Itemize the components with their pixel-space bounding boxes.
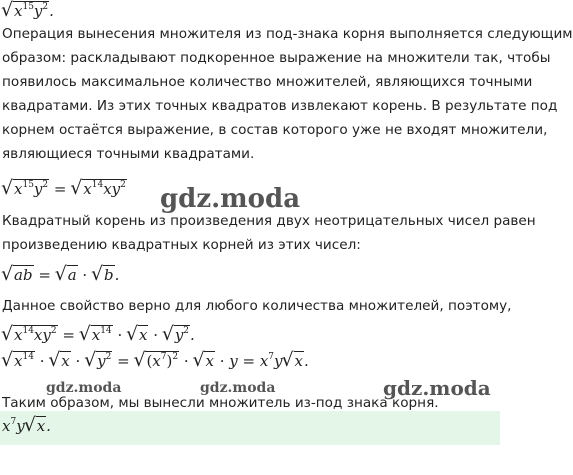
text-line: образом: раскладывают подкоренное выражение на множители так, чтобы [2,50,551,66]
equation-2: √ ab = √ a · √ b. [2,266,119,284]
intro-expression: √ $x^{15}y^2$. [2,2,54,20]
text-line: Операция вынесения множителя из под-знака корня выполняется следующим [2,26,573,42]
sqrt-symbol: √ $x^{15}y^2$ [2,2,49,20]
watermark: gdz.moda [46,380,122,396]
paragraph-therefore [2,294,512,318]
text-line: корнем остаётся выражение, в состав которого уже не входят множители, [2,122,548,138]
text-line: появилось максимальное количество множителей, являющихся точными [2,74,533,90]
paragraph-explanation [2,22,573,166]
watermark: gdz.moda [383,376,491,400]
answer-expression: $x^7y√$ x. [2,417,51,435]
equation-4: √ $x^{14}$ · √ x · √ $y^2$ = √ $(x^7)^2$ · √ $x \cdot y = x^7y√$ x. [2,352,309,370]
answer-box [0,411,500,445]
text-line: произведению квадратных корней из этих чисел: [2,237,361,253]
text-line: квадратами. Из этих точных квадратов извлекают корень. В результате под [2,98,558,114]
text-line: Квадратный корень из произведения двух неотрицательных чисел равен [2,213,536,229]
text-line: Данное свойство верно для любого количества множителей, поэтому, [2,298,512,314]
paragraph-property [2,209,536,257]
equation-3: √ $x^{14}xy^2$ = √ $x^{14}$ · √ x · √ $y^2$. [2,326,195,344]
equation-1: √ $x^{15}y^2$ = √ $x^{14}xy^2$ [2,180,127,198]
watermark: gdz.moda [160,184,301,214]
text-line: являющиеся точными квадратами. [2,146,255,162]
text-line: Таким образом, мы вынесли множитель из-под знака корня. [2,395,439,411]
watermark: gdz.moda [200,380,276,396]
